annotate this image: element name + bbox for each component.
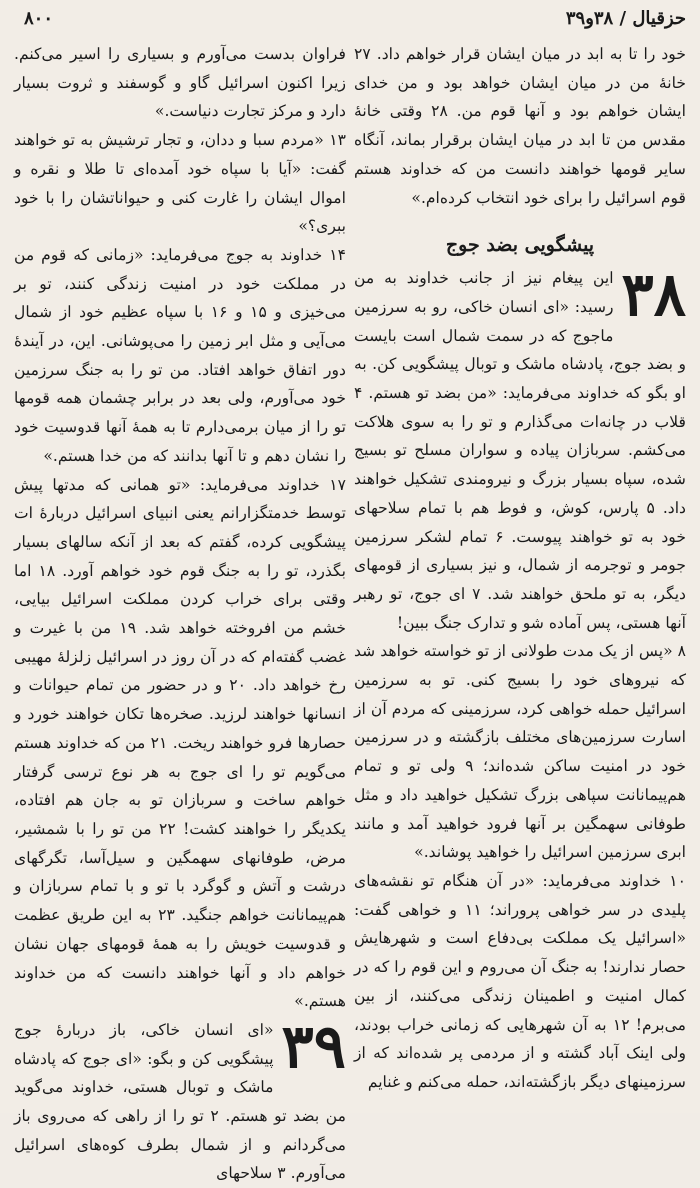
page-number: ۸۰۰ [24,8,54,29]
paragraph: ۱۷ خداوند می‌فرماید: «تو همانی که مدتها پیش توسط خدمتگزارانم یعنی انبیای اسرائیل دربارهٔ ات پیشگویی کرده، گفتم که بعد از آنکه سالهای بسیار بگذرد، تو را به جنگ قوم خود خواهم آورد. ۱۸ اما وقتی برای خراب کردن مملکت اسرائیل بیایی، خشم من افروخته خواهد شد. ۱۹ من با غیرت و غضب گفته‌ام که در آن روز در اسرائیل زلزلهٔ مهیبی رخ خواهد داد. ۲۰ و در حضور من تمام حیوانات و انسانها خواهند لرزید. صخره‌ها تکان خواهند خورد و حصارها فرو خواهند ریخت. ۲۱ من که خداوند هستم می‌گویم تو را ای جوج به هر نوع ترسی گرفتار خواهم ساخت و سربازان تو به جان هم افتاده، یکدیگر را خواهند کشت! ۲۲ من تو را با شمشیر، مرض، طوفانهای سهمگین و سیل‌آسا، تگرگهای درشت و آتش و گوگرد با تو و با تمام سربازان و هم‌پیمانانت خواهم جنگید. ۲۳ به این طریق عظمت و قدوسیت خویش را به همهٔ قومهای جهان نشان خواهم داد و آنها خواهند دانست که من خداوند هستم.» [14,475,346,1011]
paragraph: ۱۰ خداوند می‌فرماید: «در آن هنگام تو نقشه‌های پلیدی در سر خواهی پروراند؛ ۱۱ و خواهی گفت: «اسرائیل یک مملکت بی‌دفاع است و شهرهایش حصار ندارند! به جنگ آن می‌روم و این قوم را که در کمال امنیت و اطمینان زندگی می‌کنند، از بین می‌برم! ۱۲ به آن شهرهایی که زمانی خراب بودند، ولی اینک آباد گشته و از مردمی پر شده‌اند که از سرزمینهای دیگر بازگشته‌اند، حمله می‌کنم و غنایم [354,871,686,1091]
chapter-number: ۳۹ [281,1011,346,1082]
paragraph: خود را تا به ابد در میان ایشان قرار خواهم داد. ۲۷ خانهٔ من در میان ایشان خواهد بود و من خدای ایشان خواهم بود و آنها قوم من. ۲۸ وقتی خانهٔ مقدس من تا ابد در میان ایشان برقرار بماند، آنگاه سایر قومها خواهند دانست من که خداوند هستم قوم اسرائیل را برای خود انتخاب کرده‌ام.» [354,45,686,207]
paragraph: ۱۴ خداوند به جوج می‌فرماید: «زمانی که قوم من در مملکت خود در امنیت زندگی کنند، تو بر می‌خیزی و ۱۵ و ۱۶ با سپاه عظیم خود از شمال می‌آیی و مثل ابر زمین را می‌پوشانی. این، در آیندهٔ دور اتفاق خواهد افتاد. من تو را به جنگ سرزمین خود می‌آورم، ولی بعد در برابر چشمان همه قومها تو را از میان برمی‌دارم تا به همهٔ آنها قدوسیت خود را نشان دهم و تا آنها بدانند که من خدا هستم.» [14,245,346,465]
paragraph: فراوان بدست می‌آورم و بسیاری را اسیر می‌کنم. زیرا اکنون اسرائیل گاو و گوسفند و ثروت بسیار دارد و مرکز تجارت دنیاست.» [14,45,346,121]
left-text-column [14,40,346,1183]
chapter-paragraph [354,260,687,637]
running-header-title: حزقیال / ۳۸و۳۹ [565,8,686,29]
section-heading: پیشگویی بضد جوج [445,234,595,257]
chapter-number: ۳۸ [621,260,686,331]
chapter-paragraph [14,1011,346,1188]
paragraph: ۸ «پس از یک مدت طولانی از تو خواسته خواهد شد که نیروهای خود را بسیج کنی. تو به سرزمین اسرائیل حمله خواهی کرد، سرزمینی که مردم آن از اسارت سرزمین‌های مختلف بازگشته و در سرزمین خود در امنیت ساکن شده‌اند؛ ۹ ولی تو و تمام هم‌پیمانانت سپاهی بزرگ تشکیل خواهید داد و مثل طوفانی سهمگین بر آنها فرود خواهید آمد و مانند ابری سرزمین اسرائیل را خواهید پوشاند.» [354,642,687,862]
paragraph: ۱۳ «مردم سبا و ددان، و تجار ترشیش به تو خواهند گفت: «آیا با سپاه خود آمده‌ای تا طلا و نقره و اموال ایشان را غارت کنی و حیواناتشان را با خود ببری؟» [14,131,346,236]
paragraph-text: «ای انسان خاکی، باز دربارهٔ جوج پیشگویی کن و بگو: «ای جوج که پادشاه ماشک و توبال هستی، خداوند می‌گوید من بضد تو هستم. ۲ تو را از راهی که می‌روی باز می‌گردانم و از شمال بطرف کوه‌های اسرائیل می‌آورم. ۳ سلاحهای [14,1020,346,1183]
right-text-column [354,40,686,1110]
paragraph-text: این پیغام نیز از جانب خداوند به من رسید: «ای انسان خاکی، رو به سرزمین ماجوج که در سمت شمال است بایست و بضد جوج، پادشاه ماشک و توبال پیشگویی کن. به او بگو که خداوند می‌فرماید: «من بضد تو هستم. ۴ قلاب در چانه‌ات می‌گذارم و تو را به سوی هلاکت می‌کشم. سربازان پیاده و سواران مسلح تو بسیج شده، سپاه بسیار بزرگ و نیرومندی تشکیل خواهند داد. ۵ پارس، کوش، و فوط هم با تمام سلاحهای خود به تو خواهند پیوست. ۶ تمام لشکر سرزمین جومر و توجرمه از شمال، و نیز بسیاری از قومهای دیگر، به تو ملحق خواهند شد. ۷ ای جوج، تو رهبر آنها هستی، پس آماده شو و تدارک جنگ ببین! [354,269,687,632]
